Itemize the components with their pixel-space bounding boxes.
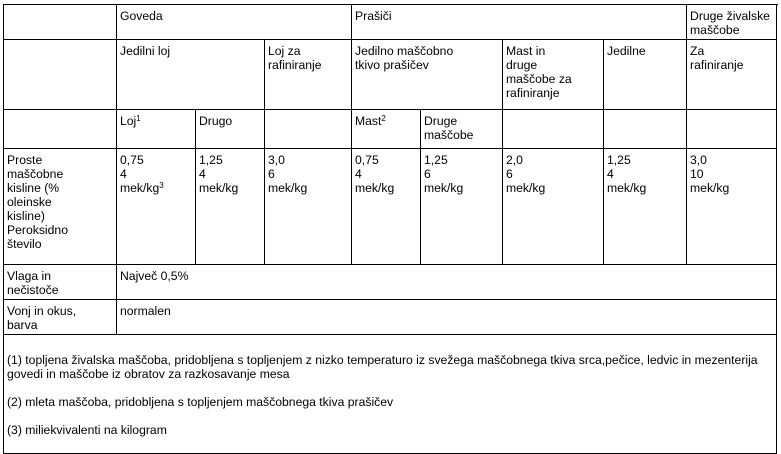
value-drugo: 1,25 4 mek/kg: [196, 149, 265, 265]
header-drugo: Drugo: [196, 110, 265, 149]
row-label-acids-peroxide: Proste maščobne kisline (% oleinske kisline) Peroksidno število: [4, 149, 117, 265]
footnote-2: (2) mleta maščoba, pridobljena s topljenjem maščobnega tkiva prašičev: [7, 395, 394, 409]
value-loj: [117, 149, 196, 265]
header-mast: [352, 110, 421, 149]
header-druge-zivalske-mascobe: Druge živalske maščobe: [687, 5, 777, 40]
value-za-rafiniranje: 3,0 10 mek/kg: [687, 149, 777, 265]
header-mast-text: Mast: [355, 114, 382, 128]
value-loj-za-rafiniranje: 3,0 6 mek/kg: [265, 149, 352, 265]
header-mast-in-druge-mascobe: Mast in druge maščobe za rafiniranje: [503, 40, 604, 110]
row-label-vlaga: Vlaga in nečistoče: [4, 265, 117, 300]
value-mast-za-rafiniranje: 2,0 6 mek/kg: [503, 149, 604, 265]
header-jedilni-loj: Jedilni loj: [117, 40, 265, 110]
header-za-rafiniranje: Za rafiniranje: [687, 40, 777, 110]
header-jedilne: Jedilne: [604, 40, 687, 110]
footnotes-cell: [4, 335, 777, 454]
header-loj-za-rafiniranje: Loj za rafiniranje: [265, 40, 352, 110]
footnote-ref-3: 3: [159, 181, 164, 190]
header-loj-text: Loj: [120, 114, 137, 128]
value-vonj: normalen: [117, 300, 777, 335]
header-goveda: Goveda: [117, 5, 352, 40]
empty-cell: [687, 110, 777, 149]
corner-cell: [4, 5, 117, 40]
footnote-ref-1: 1: [136, 114, 141, 123]
value-jedilne: 1,25 4 mek/kg: [604, 149, 687, 265]
empty-cell: [4, 110, 117, 149]
empty-cell: [265, 110, 352, 149]
empty-cell: [503, 110, 604, 149]
header-jedilno-mascobno-tkivo: Jedilno maščobno tkivo prašičev: [352, 40, 503, 110]
value-druge-mascobe: 1,25 6 mek/kg: [421, 149, 503, 265]
value-loj-text: 0,75 4 mek/kg: [120, 153, 160, 195]
header-loj: [117, 110, 196, 149]
value-mast: 0,75 4 mek/kg: [352, 149, 421, 265]
footnote-3: (3) miliekvivalenti na kilogram: [7, 423, 167, 437]
header-druge-mascobe: Druge maščobe: [421, 110, 503, 149]
empty-cell: [604, 110, 687, 149]
value-vlaga: Največ 0,5%: [117, 265, 777, 300]
header-prasici: Prašiči: [352, 5, 687, 40]
footnote-ref-2: 2: [381, 114, 386, 123]
fat-specification-table: [3, 4, 777, 454]
footnote-1: (1) topljena živalska maščoba, pridobljena s topljenjem z nizko temperaturo iz svežega maščobnega tkiva srca,pečice, ledvic in mezenterija govedi in maščobe iz obratov za razkosavanje mesa: [7, 353, 758, 381]
empty-cell: [4, 40, 117, 110]
row-label-vonj: Vonj in okus, barva: [4, 300, 117, 335]
